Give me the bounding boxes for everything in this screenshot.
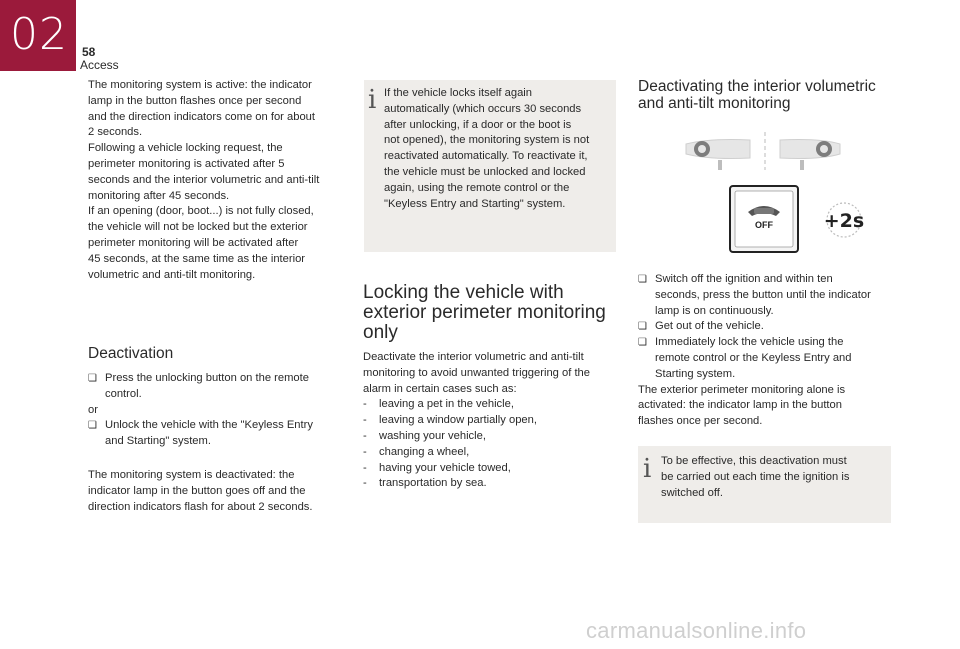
text-line: monitoring after 45 seconds.: [88, 189, 230, 202]
list-item: [363, 397, 623, 413]
text-line: changing a wheel,: [379, 445, 470, 458]
heading-line: Deactivating the interior volumetric: [638, 78, 876, 95]
info-text: [661, 454, 886, 501]
dash-marker: -: [363, 461, 367, 474]
text-line: 45 seconds, at the same time as the interior: [88, 252, 306, 265]
text-line: Starting system.: [655, 367, 736, 380]
info-text: [384, 86, 616, 212]
hold-label: +2s: [823, 210, 865, 232]
text-line: again, using the remote control or the: [384, 181, 570, 194]
deactivation-steps: [88, 371, 348, 450]
text-line: after unlocking, if a door or the boot is: [384, 118, 572, 131]
text-line: seconds, press the button until the indicator: [655, 288, 871, 301]
text-line: washing your vehicle,: [379, 429, 486, 442]
text-line: Unlock the vehicle with the "Keyless Entry: [105, 419, 313, 432]
dash-marker: -: [363, 477, 367, 490]
chapter-tab: [0, 0, 76, 71]
locking-body: [363, 350, 623, 492]
text-line: having your vehicle towed,: [379, 461, 511, 474]
chapter-number: 02: [10, 9, 68, 60]
text-line: leaving a pet in the vehicle,: [379, 398, 514, 411]
dash-marker: -: [363, 429, 367, 442]
text-line: transportation by sea.: [379, 477, 487, 490]
text-line: leaving a window partially open,: [379, 414, 537, 427]
text-line: the vehicle must be unlocked and locked: [384, 165, 586, 178]
deactivating-heading: [638, 78, 898, 112]
text-line: seconds and the interior volumetric and anti-tilt: [88, 173, 320, 186]
key-fob-right-icon: [780, 140, 840, 171]
text-line: Get out of the vehicle.: [655, 320, 764, 333]
text-line: control.: [105, 387, 142, 400]
text-line: and the direction indicators come on for about: [88, 110, 315, 123]
heading-line: and anti-tilt monitoring: [638, 95, 791, 112]
heading-line: Locking the vehicle with: [363, 282, 564, 303]
dash-marker: -: [363, 414, 367, 427]
text-line: The monitoring system is deactivated: the: [88, 469, 295, 481]
list-item: [363, 461, 623, 477]
text-line: The exterior perimeter monitoring alone is: [638, 383, 846, 396]
text-line: Following a vehicle locking request, the: [88, 142, 283, 155]
col1-intro: [88, 78, 348, 283]
list-item: [363, 413, 623, 429]
alarm-off-button-icon: [730, 186, 798, 252]
list-item: [638, 272, 900, 319]
text-line: remote control or the Keyless Entry and: [655, 351, 852, 364]
checkbox-bullet-icon: ❏: [88, 373, 97, 384]
list-item: [363, 476, 623, 492]
text-line: not opened), the monitoring system is not: [384, 134, 590, 147]
list-item: [88, 371, 348, 403]
text-line: alarm in certain cases such as:: [363, 382, 517, 395]
text-line: If the vehicle locks itself again: [384, 87, 532, 99]
illustration-alarm-button: [680, 130, 880, 260]
text-line: the vehicle will not be locked but the exterior: [88, 221, 308, 234]
text-line: The monitoring system is active: the indicator: [88, 79, 312, 91]
text-line: Switch off the ignition and within ten: [655, 273, 833, 285]
text-line: flashes once per second.: [638, 415, 763, 428]
text-line: lamp is on continuously.: [655, 304, 774, 317]
text-line: lamp in the button flashes once per second: [88, 94, 302, 107]
info-icon: i: [643, 454, 652, 484]
text-line: volumetric and anti-tilt monitoring.: [88, 268, 256, 281]
off-label: OFF: [755, 220, 773, 230]
text-line: 2 seconds.: [88, 126, 143, 139]
text-line: be carried out each time the ignition is: [661, 470, 850, 483]
text-line: perimeter monitoring is activated after 5: [88, 157, 285, 170]
list-item: [638, 335, 900, 382]
checkbox-bullet-icon: ❏: [638, 337, 647, 349]
text-line: Press the unlocking button on the remote: [105, 372, 309, 384]
text-line: direction indicators flash for about 2 seconds.: [88, 500, 313, 513]
info-icon: i: [368, 85, 377, 115]
heading-line: only: [363, 322, 398, 343]
section-title: Access: [80, 58, 119, 72]
text-line: activated: the indicator lamp in the button: [638, 399, 842, 412]
dash-marker: -: [363, 445, 367, 458]
text-line: perimeter monitoring will be activated after: [88, 236, 299, 249]
text-line: "Keyless Entry and Starting" system.: [384, 197, 566, 210]
list-item: [88, 418, 348, 450]
checkbox-bullet-icon: ❏: [638, 274, 647, 285]
list-item: [363, 429, 623, 445]
text-line: To be effective, this deactivation must: [661, 455, 847, 467]
text-line: switched off.: [661, 486, 723, 499]
deactivating-steps: [638, 272, 900, 430]
watermark: carmanualsonline.info: [586, 618, 807, 643]
text-line: If an opening (door, boot...) is not fully closed,: [88, 205, 314, 218]
deactivation-result: [88, 468, 358, 515]
info-box-relock: [364, 80, 616, 252]
text-line: and Starting" system.: [105, 435, 211, 448]
text-line: indicator lamp in the button goes off and the: [88, 484, 306, 497]
or-label: or: [88, 403, 98, 416]
list-item: [363, 445, 623, 461]
heading-line: exterior perimeter monitoring: [363, 302, 606, 323]
key-fob-left-icon: [686, 140, 750, 171]
info-box-ignition: [638, 446, 891, 523]
text-line: Immediately lock the vehicle using the: [655, 336, 844, 349]
checkbox-bullet-icon: ❏: [638, 321, 647, 333]
list-item: [638, 319, 900, 335]
text-line: Deactivate the interior volumetric and anti-tilt: [363, 351, 584, 363]
text-line: reactivated automatically. To reactivate it,: [384, 150, 588, 163]
dash-marker: -: [363, 398, 367, 411]
locking-heading: [363, 283, 623, 343]
page-number: 58: [82, 45, 96, 59]
deactivation-heading: Deactivation: [88, 345, 174, 362]
text-line: automatically (which occurs 30 seconds: [384, 102, 582, 115]
text-line: monitoring to avoid unwanted triggering of the: [363, 366, 591, 379]
checkbox-bullet-icon: ❏: [88, 420, 97, 432]
